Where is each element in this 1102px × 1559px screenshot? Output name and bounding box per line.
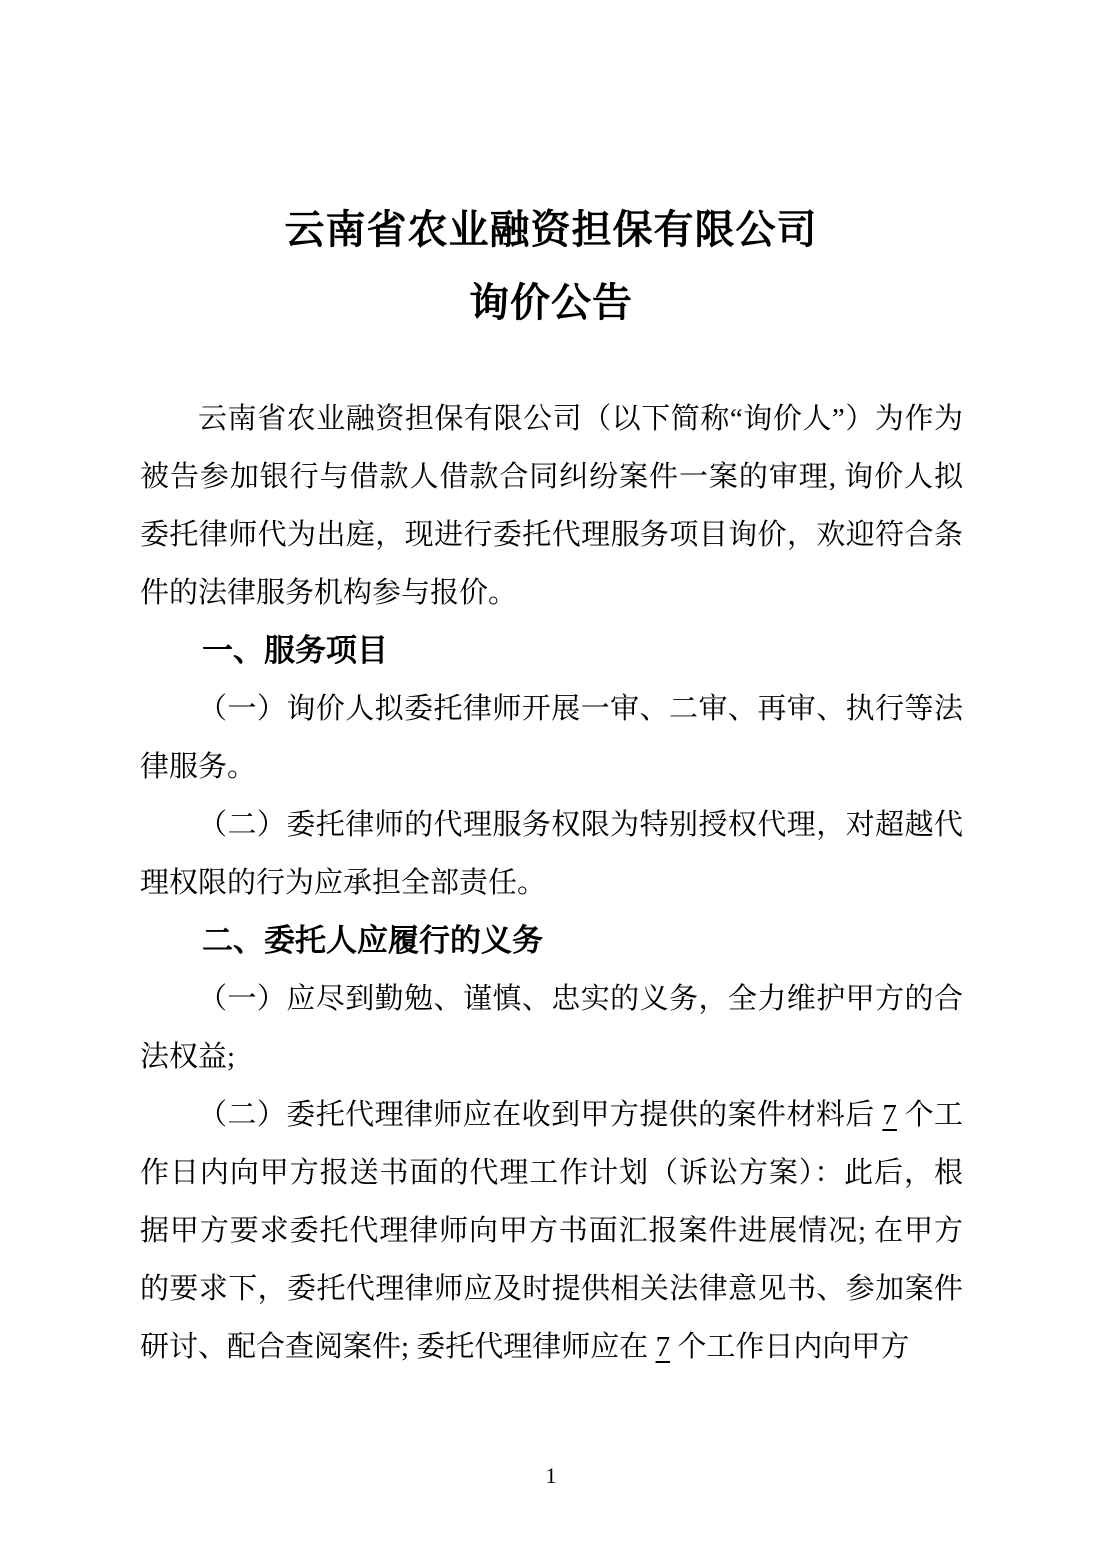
text-run: 二、委托人应履行的义务 xyxy=(202,923,543,958)
text-run: （二）委托代理律师应在收到甲方提供的案件材料后 xyxy=(198,1099,883,1131)
document-body xyxy=(140,390,963,1376)
text-run: 云南省农业融资担保有限公司（以下简称“询价人”）为作为被告参加银行与借款人借款合同纠纷案件一案的审理, 询价人拟委托律师代为出庭，现进行委托代理服务项目询价，欢迎符合条件的法律服务机构参与报价。 xyxy=(140,403,963,609)
text-run: 一、服务项目 xyxy=(202,633,388,668)
text-run: （一）应尽到勤勉、谨慎、忠实的义务，全力维护甲方的合法权益; xyxy=(140,983,963,1073)
document-title: 云南省农业融资担保有限公司 xyxy=(284,208,818,252)
text-run: 个工作日内向甲方报送书面的代理工作计划（诉讼方案）：此后，根据甲方要求委托代理律师向甲方书面汇报案件进展情况; 在甲方的要求下，委托代理律师应及时提供相关法律意见书、参加案件研讨、配合查阅案件; 委托代理律师应在 xyxy=(140,1099,963,1363)
page-number: 1 xyxy=(545,1463,557,1488)
text-run: （一）询价人拟委托律师开展一审、二审、再审、执行等法律服务。 xyxy=(140,693,963,783)
section-heading xyxy=(140,912,963,970)
paragraph xyxy=(140,390,963,622)
underlined-text: 7 xyxy=(655,1331,671,1363)
document-header xyxy=(0,0,1102,340)
paragraph xyxy=(140,796,963,912)
document-subtitle: 询价公告 xyxy=(469,281,633,325)
text-run: 个工作日内向甲方 xyxy=(670,1331,910,1363)
underlined-text: 7 xyxy=(882,1099,897,1131)
text-run: （二）委托律师的代理服务权限为特别授权代理，对超越代理权限的行为应承担全部责任。 xyxy=(140,809,963,899)
paragraph xyxy=(140,680,963,796)
paragraph xyxy=(140,970,963,1086)
paragraph xyxy=(140,1086,963,1376)
section-heading xyxy=(140,622,963,680)
